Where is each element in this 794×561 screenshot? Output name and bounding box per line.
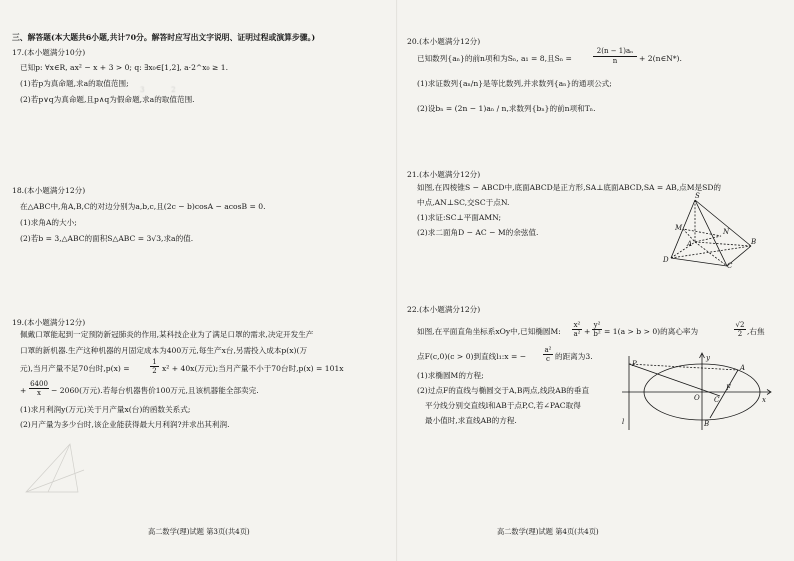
question-22-stem-1b: = 1(a > b > 0)的离心率为 [604,327,699,336]
question-19-stem-line3a: 元),当月产量不足70台时,p(x) = [20,364,130,373]
fraction-y2-over-b2: y² b² [593,321,601,338]
fraction-a2-over-c: a² c [544,346,552,363]
bleed-through-figure [18,440,88,500]
fraction-one-half: 1 2 [150,358,159,375]
question-22-stem-1c: ,右焦 [747,327,765,336]
label-M: M [675,224,683,232]
label-l: l [622,418,625,426]
perpendicular-bisector [629,364,720,396]
question-19-stem-line3b: x² + 40x(万元);当月产量不小于70台时,p(x) = 101x [162,364,344,373]
question-22-part1: (1)求椭圆M的方程; [417,371,484,380]
question-21-stem-line2: 中点,AN⊥SC,交SC于点N. [417,198,510,207]
question-18-stem: 在△ABC中,角A,B,C的对边分别为a,b,c,且(2c − b)cosA − acosB = 0. [20,202,266,211]
exam-page-right [397,0,794,561]
bleed-through-text [60,160,62,168]
section-heading: 三、解答题(本大题共6小题,共计70分。解答时应写出文字说明、证明过程或演算步骤。) [12,33,316,42]
label-C: C [727,262,733,270]
label-P: P [632,360,637,368]
question-22-stem-2a: 点F(c,0)(c > 0)到直线l₁:x = − [417,352,527,361]
question-22-stem-1a: 如图,在平面直角坐标系xOy中,已知椭圆M: [417,327,561,336]
question-20-title: 20.(本小题满分12分) [407,37,481,46]
question-20-part2: (2)设bₙ = (2n − 1)aₙ / n,求数列{bₙ}的前n项和Tₙ. [417,104,596,113]
question-19-title: 19.(本小题满分12分) [12,318,86,327]
label-F: F [726,384,731,392]
fraction-root2-over-2: √2 2 [735,321,745,338]
question-22-stem-2b: 的距离为3. [555,352,593,361]
question-22-part2-line2: 平分线分别交直线l和AB于点P,C,若∠PAC取得 [425,401,581,410]
question-22-title: 22.(本小题满分12分) [407,305,481,314]
question-19-stem-line4: − 2060(万元).若每台机器售价100万元,且该机器能全部卖完. [51,386,259,395]
fraction-sn: 2(n − 1)aₙ n [593,47,637,66]
question-18-title: 18.(本小题满分12分) [12,186,86,195]
label-B: B [751,238,757,246]
question-17-part2: (2)若p∨q为真命题,且p∧q为假命题,求a的取值范围. [20,95,195,104]
bleed-through-text [150,470,152,478]
fraction-6400-over-x: 6400 x [30,380,48,397]
label-y: y [706,354,710,362]
question-17-stem: 已知p: ∀x∈R, ax² − x + 3 > 0; q: ∃x₀∈[1,2], a·2^x₀ ≥ 1. [20,63,229,72]
question-21-title: 21.(本小题满分12分) [407,170,481,179]
question-21-part1: (1)求证:SC⊥平面AMN; [417,213,502,222]
label-N: N [723,228,730,236]
question-17-part1: (1)若p为真命题,求a的取值范围; [20,79,129,88]
plus-sign: + [584,327,591,336]
question-21-stem-line1: 如图,在四棱锥S − ABCD中,底面ABCD是正方形,SA⊥底面ABCD,SA = AB,点M是SD的 [417,183,722,192]
question-22-part2-line3: 最小值时,求直线AB的方程. [425,416,517,425]
bleed-through-text: 3 2 [140,86,176,94]
label-S: S [695,192,700,200]
plus-sign: + [20,386,27,395]
question-20-part1: (1)求证数列{aₙ/n}是等比数列,并求数列{aₙ}的通项公式; [417,79,612,88]
question-19-stem-line1: 佩戴口罩能起到一定预防新冠肺炎的作用,某科技企业为了满足口罩的需求,决定开发生产 [20,330,314,339]
question-18-part2: (2)若b = 3,△ABC的面积S△ABC = 3√3,求a的值. [20,234,194,243]
question-19-part2: (2)月产量为多少台时,该企业能获得最大月利润?并求出其利润. [20,420,230,429]
label-O: O [694,394,700,402]
question-18-part1: (1)求角A的大小; [20,218,77,227]
label-A: A [740,364,746,372]
label-C: C [714,396,720,404]
bleed-through-text [40,258,42,266]
label-B: B [704,420,710,428]
page-footer: 高二数学(理)试题 第4页(共4页) [497,527,599,536]
ellipse-figure [622,352,772,432]
question-20-stem-b: + 2(n∈N*). [639,54,682,63]
question-22-part2-line1: (2)过点F的直线与椭圆交于A,B两点,线段AB的垂直 [417,386,590,395]
label-D: D [663,256,669,264]
page-footer: 高二数学(理)试题 第3页(共4页) [148,527,250,536]
label-A: A [687,240,693,248]
label-x: x [762,396,766,404]
fraction-x2-over-a2: x² a² [573,321,581,338]
question-19-stem-line2: 口罩的新机器.生产这种机器的月固定成本为400万元,每生产x台,另需投入成本p(x)(万 [20,346,308,355]
segment-pa [629,364,738,370]
pyramid-figure [663,192,757,270]
question-17-title: 17.(本小题满分10分) [12,48,86,57]
question-19-part1: (1)求月利润y(万元)关于月产量x(台)的函数关系式; [20,405,191,414]
question-20-stem-a: 已知数列{aₙ}的前n项和为Sₙ, a₁ = 8,且Sₙ = [417,54,572,63]
question-21-part2: (2)求二面角D − AC − M的余弦值. [417,228,539,237]
